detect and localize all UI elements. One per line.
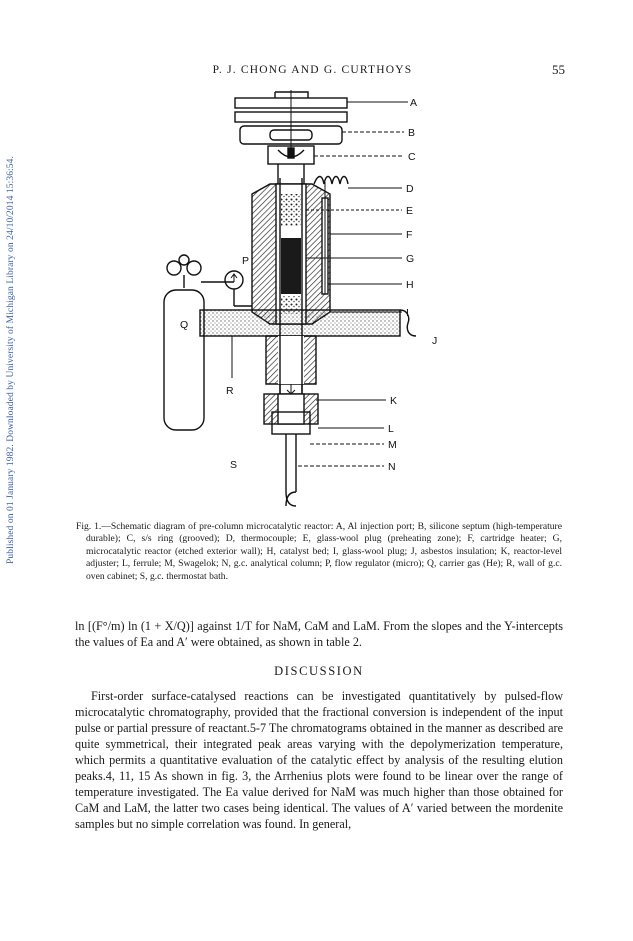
thermocouple-coil (314, 177, 348, 185)
running-title: P. J. CHONG AND G. CURTHOYS (212, 64, 413, 76)
paragraph-discussion: First-order surface-catalysed reactions can be investigated quantitatively by pulsed-flow microcatalytic chromatography, provided that the fractional conversion is independent of the input pulse or partial pressure of reactant.5-7 The chromatograms obtained in the manner as described are quite symmetrical, their integrated peak areas varying with the depolymerization temperature, which permits a quantitative evaluation of the catalytic effect by analysis of the resulting elution peaks.4, 11, 15 As shown in fig. 3, the Arrhenius plots were found to be linear over the range of temperature investigated. The Ea value derived for NaM was much higher than those obtained for CaM and LaM, the latter two cases being identical. The values of A′ varied between the mordenite samples but no simple correlation was found. In general, (75, 689, 563, 831)
label-q: Q (180, 319, 189, 331)
catalyst-bed (281, 238, 301, 294)
label-j: J (432, 335, 438, 347)
label-i: I (406, 307, 409, 319)
label-n: N (388, 461, 396, 473)
figure-caption (76, 521, 562, 583)
publication-watermark (4, 120, 18, 600)
label-d: D (406, 183, 414, 195)
label-m: M (388, 439, 397, 451)
page-number: 55 (552, 62, 565, 77)
label-g: G (406, 253, 415, 265)
asbestos-insulation (200, 310, 400, 336)
reactor-schematic-drawing (140, 88, 470, 510)
carrier-gas-cylinder (164, 290, 204, 430)
label-p: P (242, 255, 250, 267)
paragraph-arrhenius: ln [(F°/m) ln (1 + X/Q)] against 1/T for NaM, CaM and LaM. From the slopes and the Y-intercepts the values of Ea and A′ were obtained, as shown in table 2. (75, 619, 563, 649)
running-head (60, 64, 565, 80)
label-l: L (388, 423, 394, 435)
label-e: E (406, 205, 414, 217)
reactor-schematic-figure (140, 88, 470, 510)
label-h: H (406, 279, 414, 291)
label-a: A (410, 97, 418, 109)
label-k: K (390, 395, 398, 407)
label-s: S (230, 459, 238, 471)
glass-wool-plug-preheat (281, 194, 301, 226)
watermark-text: Published on 01 January 1982. Downloaded by University of Michigan Library on 24/10/2014 15:36:54. (6, 156, 16, 564)
label-r: R (226, 385, 234, 397)
label-b: B (408, 127, 416, 139)
section-heading: DISCUSSION (274, 664, 364, 678)
figure-caption-text: Fig. 1.—Schematic diagram of pre-column microcatalytic reactor: A, Al injection port; B, silicone septum (high-temperature durable); C, s/s ring (grooved); D, thermocouple; E, glass-wool plug (preheating zone); F, cartridge heater; G, microcatalytic reactor (etched exterior wall); H, catalyst bed; I, glass-wool plug; J, asbestos insulation; K, reactor-level adjuster; L, ferrule; M, Swagelok; N, g.c. analytical column; P, flow regulator (micro); Q, carrier gas (He); R, wall of g.c. oven cabinet; S, g.c. thermostat bath. (76, 521, 562, 582)
label-f: F (406, 229, 413, 241)
label-c: C (408, 151, 416, 163)
